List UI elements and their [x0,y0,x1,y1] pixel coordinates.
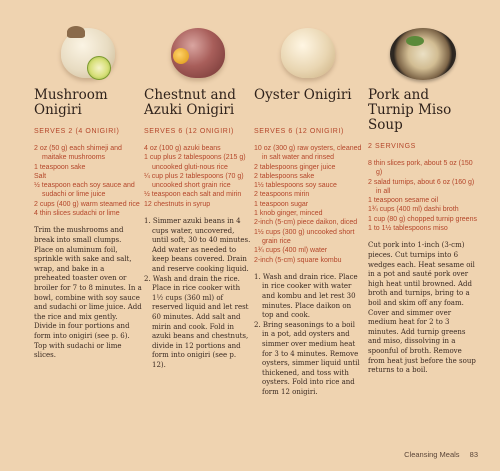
mushroom-onigiri-photo [55,26,121,82]
recipe-serves: 2 SERVINGS [368,143,416,150]
ingredient-list [144,144,252,209]
recipe-title: Pork and Turnip Miso Soup [368,87,452,133]
recipe-title: Oyster Onigiri [254,87,352,103]
recipe-title: Mushroom Onigiri [34,87,108,118]
ingredient-item: ½ teaspoon each salt and mirin [144,191,242,199]
ingredient-item: 2 salad turnips, about 6 oz (160 g) in all [368,178,475,195]
oyster-onigiri-photo [275,26,341,82]
recipe-method: Cut pork into 1-inch (3-cm) pieces. Cut turnips into 6 wedges each. Heat sesame oil in a pot and sauté pork over high heat until browned. Add broth and turnips, bring to a boil and skim off any foam. Cover and simmer over medium heat for 2 to 3 minutes. Add turnip greens and miso, dissolving in a spoonful of broth. Remove from heat just before the soup returns to a boil. [368,241,476,375]
ingredient-item: 12 chestnuts in syrup [144,200,211,208]
turnip-greens [406,36,424,46]
ingredient-item: 2 tablespoons sake [254,172,315,180]
lime-slice [87,56,111,80]
method-step: 1. Simmer azuki beans in 4 cups water, uncovered, until soft, 30 to 40 minutes. Add water as needed to keep beans covered. Drain and reserve cooking liquid. [144,217,251,274]
ingredient-item: 1¾ cups (400 ml) dashi broth [368,206,459,214]
recipe-method: Trim the mushrooms and break into small clumps. Place on aluminum foil, sprinkle with sake and salt, wrap, and bake in a preheated toaster oven or broiler for 7 to 8 minutes. In a bowl, combine with soy sauce and sudachi or lime juice. Add the rice and mix gently. Divide in four portions and form into onigiri (see p. 6). Top with sudachi or lime slices. [34,226,142,360]
section-name: Cleansing Meals [404,450,460,459]
ingredient-item: 1½ tablespoons soy sauce [254,182,337,190]
ingredient-item: 1¾ cups (400 ml) water [254,247,328,255]
ingredient-item: 1 knob ginger, minced [254,210,323,218]
method-step: 1. Wash and drain rice. Place in rice cooker with water and kombu and let rest 30 minutes. Place daikon on top and cook. [254,272,358,320]
recipe-column-oyster [254,26,362,398]
recipe-serves: SERVES 6 (12 ONIGIRI) [254,128,344,135]
miso-soup-photo [390,26,456,82]
method-step: 2. Bring seasonings to a boil in a pot, add oysters and simmer over medium heat for 3 to 4 minutes. Remove oysters, simmer liquid until thickened, and toss with oysters. Fold into rice and form 12 onigiri. [254,320,360,396]
recipe-serves: SERVES 2 (4 ONIGIRI) [34,128,120,135]
ingredient-item: 1 teaspoon sake [34,163,86,171]
recipe-serves: SERVES 6 (12 ONIGIRI) [144,128,234,135]
ingredient-item: Salt [34,172,47,180]
recipe-method-steps [144,217,252,371]
chestnut-azuki-onigiri-photo [165,26,231,82]
chestnut-piece [173,48,189,64]
recipe-column-chestnut-azuki [144,26,252,371]
ingredient-list [254,144,362,265]
ingredient-list [34,144,142,218]
ingredient-item: 1½ cups (300 g) uncooked short grain rice [254,228,355,245]
ingredient-item: 2-inch (5-cm) square kombu [254,256,342,264]
page-footer [396,450,478,459]
page-number: 83 [469,450,478,459]
ingredient-item: 2 oz (50 g) each shimeji and maitake mushrooms [34,145,122,162]
ingredient-item: 1 cup (80 g) chopped turnip greens [368,215,477,223]
ingredient-item: 2 teaspoons mirin [254,191,310,199]
method-step: 2. Wash and drain the rice. Place in rice cooker with 1½ cups (360 ml) of reserved liquid and let rest 60 minutes. Add salt and mirin and cook. Fold in azuki beans and chestnuts, divide in 12 portions and form into onigiri (see p. 12). [144,274,249,369]
ingredient-item: 2 cups (400 g) warm steamed rice [34,200,140,208]
ingredient-item: 1 to 1½ tablespoons miso [368,225,448,233]
onigiri-shape [281,28,335,78]
ingredient-item: 4 thin slices sudachi or lime [34,210,120,218]
ingredient-item: 1 cup plus 2 tablespoons (215 g) uncooked gluti-nous rice [144,154,246,171]
mushroom-topping [67,26,85,38]
recipe-method-steps [254,273,362,398]
ingredient-item: 2-inch (5-cm) piece daikon, diced [254,219,358,227]
ingredient-item: 1 teaspoon sesame oil [368,197,439,205]
ingredient-item: 4 oz (100 g) azuki beans [144,145,221,152]
ingredient-item: ½ teaspoon each soy sauce and sudachi or lime juice [34,182,135,199]
ingredient-item: ¼ cup plus 2 tablespoons (70 g) uncooked short grain rice [144,172,244,190]
ingredient-item: 1 teaspoon sugar [254,200,309,208]
ingredient-item: 10 oz (300 g) raw oysters, cleaned in salt water and rinsed [254,145,362,162]
ingredient-item: 8 thin slices pork, about 5 oz (150 g) [368,160,473,177]
ingredient-list [368,159,478,233]
recipe-column-miso-soup [368,26,478,376]
recipe-title: Chestnut and Azuki Onigiri [144,87,236,118]
ingredient-item: 2 tablespoons ginger juice [254,163,336,171]
recipe-column-mushroom [34,26,142,361]
soup-bowl [390,28,456,80]
